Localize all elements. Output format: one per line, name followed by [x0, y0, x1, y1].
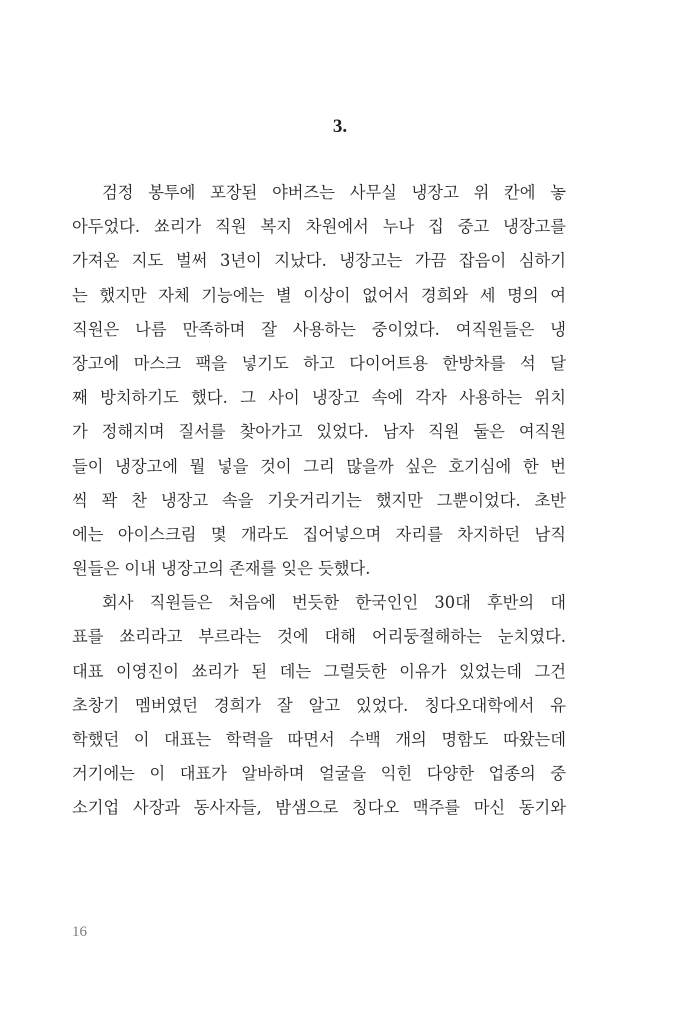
- page-number: 16: [72, 924, 87, 940]
- chapter-number: 3.: [332, 116, 348, 137]
- text-line: 들이 냉장고에 뭘 넣을 것이 그리 많을까 싶은 호기심에 한 번: [72, 456, 566, 476]
- text-line: 거기에는 이 대표가 알바하며 얼굴을 익힌 다양한 업종의 중: [72, 764, 566, 784]
- body-text: [72, 176, 566, 826]
- text-line: 가져온 지도 벌써 3년이 지났다. 냉장고는 가끔 잡음이 심하기: [72, 251, 566, 271]
- text-line: 초창기 멤버였던 경희가 잘 알고 있었다. 칭다오대학에서 유: [72, 695, 566, 715]
- text-line: 가 정해지며 질서를 찾아가고 있었다. 남자 직원 둘은 여직원: [72, 422, 566, 442]
- text-line: 째 방치하기도 했다. 그 사이 냉장고 속에 각자 사용하는 위치: [72, 388, 566, 408]
- text-line: 장고에 마스크 팩을 넣기도 하고 다이어트용 한방차를 석 달: [72, 353, 566, 373]
- text-line: 검정 봉투에 포장된 야버즈는 사무실 냉장고 위 칸에 놓: [102, 183, 566, 202]
- text-line: 소기업 사장과 동사자들, 밤샘으로 칭다오 맥주를 마신 동기와: [72, 798, 566, 818]
- text-line: 학했던 이 대표는 학력을 따면서 수백 개의 명함도 따왔는데: [72, 730, 566, 749]
- text-line: 는 했지만 자체 기능에는 별 이상이 없어서 경희와 세 명의 여: [72, 285, 566, 305]
- text-line: 표를 쑈리라고 부르라는 것에 대해 어리둥절해하는 눈치였다.: [72, 627, 566, 647]
- text-line: 원들은 이내 냉장고의 존재를 잊은 듯했다.: [72, 559, 371, 579]
- text-line: 씩 꽉 찬 냉장고 속을 기웃거리기는 했지만 그뿐이었다. 초반: [72, 490, 566, 510]
- text-line: 아두었다. 쑈리가 직원 복지 차원에서 누나 집 중고 냉장고를: [72, 217, 566, 237]
- text-line: 에는 아이스크림 몇 개라도 집어넣으며 자리를 차지하던 남직: [72, 524, 566, 544]
- text-line: 대표 이영진이 쑈리가 된 데는 그럴듯한 이유가 있었는데 그건: [72, 661, 566, 681]
- text-line: 회사 직원들은 처음에 번듯한 한국인인 30대 후반의 대: [102, 593, 566, 613]
- text-line: 직원은 나름 만족하며 잘 사용하는 중이었다. 여직원들은 냉: [72, 319, 566, 339]
